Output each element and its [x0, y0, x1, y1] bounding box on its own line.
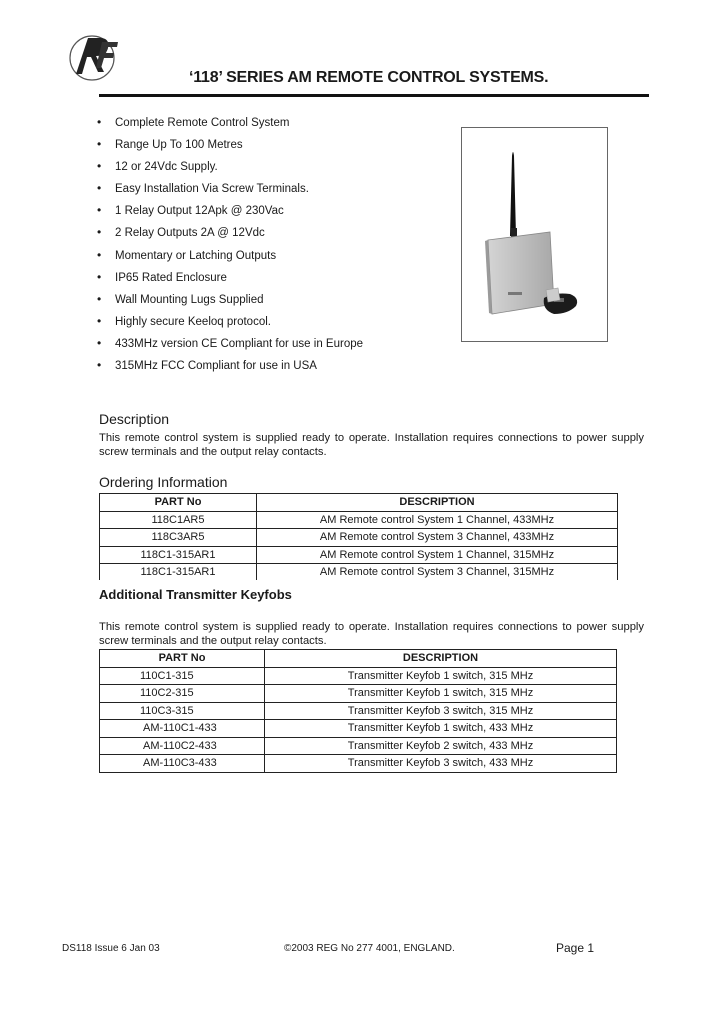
keyfobs-heading: Additional Transmitter Keyfobs: [99, 587, 292, 602]
part-description: AM Remote control System 1 Channel, 433MHz: [257, 511, 618, 529]
part-number: 118C1-315AR1: [100, 546, 257, 564]
part-description: Transmitter Keyfob 3 switch, 315 MHz: [265, 702, 617, 720]
page-number: Page 1: [556, 941, 595, 955]
table-row: [100, 546, 618, 564]
list-item: • Range Up To 100 Metres: [97, 138, 363, 160]
part-description: Transmitter Keyfob 1 switch, 433 MHz: [265, 720, 617, 738]
part-description: Transmitter Keyfob 3 switch, 433 MHz: [265, 755, 617, 773]
part-description: Transmitter Keyfob 1 switch, 315 MHz: [265, 667, 617, 685]
part-number: 110C2-315: [100, 685, 265, 703]
product-photo: [461, 127, 608, 342]
part-number: AM-110C1-433: [100, 720, 265, 738]
part-number: 118C3AR5: [100, 529, 257, 547]
list-item: • Momentary or Latching Outputs: [97, 249, 363, 271]
part-number: 110C1-315: [100, 667, 265, 685]
ordering-heading: Ordering Information: [99, 474, 228, 490]
table-row: [100, 737, 617, 755]
part-number: 110C3-315: [100, 702, 265, 720]
list-item: • Highly secure Keeloq protocol.: [97, 315, 363, 337]
list-item: • 1 Relay Output 12Apk @ 230Vac: [97, 204, 363, 226]
table-row: [100, 755, 617, 773]
table-row: [100, 667, 617, 685]
part-number: 118C1AR5: [100, 511, 257, 529]
feature-list: [97, 116, 363, 381]
table-row: [100, 529, 618, 547]
table-header-row: [100, 494, 618, 512]
footer-copyright: ©2003 REG No 277 4001, ENGLAND.: [284, 943, 455, 954]
list-item: • Wall Mounting Lugs Supplied: [97, 293, 363, 315]
description-heading: Description: [99, 411, 170, 427]
page-title: ‘118’ SERIES AM REMOTE CONTROL SYSTEMS.: [189, 69, 549, 86]
list-item: • IP65 Rated Enclosure: [97, 271, 363, 293]
list-item: • 315MHz FCC Compliant for use in USA: [97, 359, 363, 381]
rf-logo-icon: [66, 28, 122, 86]
description-text: This remote control system is supplied ready to operate. Installation requires connections to power supply screw terminals and the output relay contacts.: [99, 432, 644, 458]
keyfob-table: [99, 649, 617, 773]
column-header-description: DESCRIPTION: [257, 494, 618, 512]
part-number: AM-110C3-433: [100, 755, 265, 773]
part-description: AM Remote control System 3 Channel, 315MHz: [257, 564, 618, 581]
keyfobs-text: This remote control system is supplied ready to operate. Installation requires connections to power supply screw terminals and the output relay contacts.: [99, 621, 644, 647]
part-number: AM-110C2-433: [100, 737, 265, 755]
part-description: AM Remote control System 1 Channel, 315MHz: [257, 546, 618, 564]
part-description: AM Remote control System 3 Channel, 433MHz: [257, 529, 618, 547]
title-divider: [99, 94, 649, 97]
list-item: • Complete Remote Control System: [97, 116, 363, 138]
part-number: 118C1-315AR1: [100, 564, 257, 581]
list-item: • 2 Relay Outputs 2A @ 12Vdc: [97, 226, 363, 248]
list-item: • Easy Installation Via Screw Terminals.: [97, 182, 363, 204]
part-description: Transmitter Keyfob 2 switch, 433 MHz: [265, 737, 617, 755]
column-header-part: PART No: [100, 650, 265, 668]
column-header-description: DESCRIPTION: [265, 650, 617, 668]
table-header-row: [100, 650, 617, 668]
list-item: • 433MHz version CE Compliant for use in Europe: [97, 337, 363, 359]
table-row: [100, 511, 618, 529]
ordering-table: [99, 493, 618, 580]
part-description: Transmitter Keyfob 1 switch, 315 MHz: [265, 685, 617, 703]
table-row: [100, 685, 617, 703]
footer-doc-ref: DS118 Issue 6 Jan 03: [62, 943, 160, 954]
list-item: • 12 or 24Vdc Supply.: [97, 160, 363, 182]
table-row: [100, 702, 617, 720]
table-row: [100, 564, 618, 581]
column-header-part: PART No: [100, 494, 257, 512]
table-row: [100, 720, 617, 738]
